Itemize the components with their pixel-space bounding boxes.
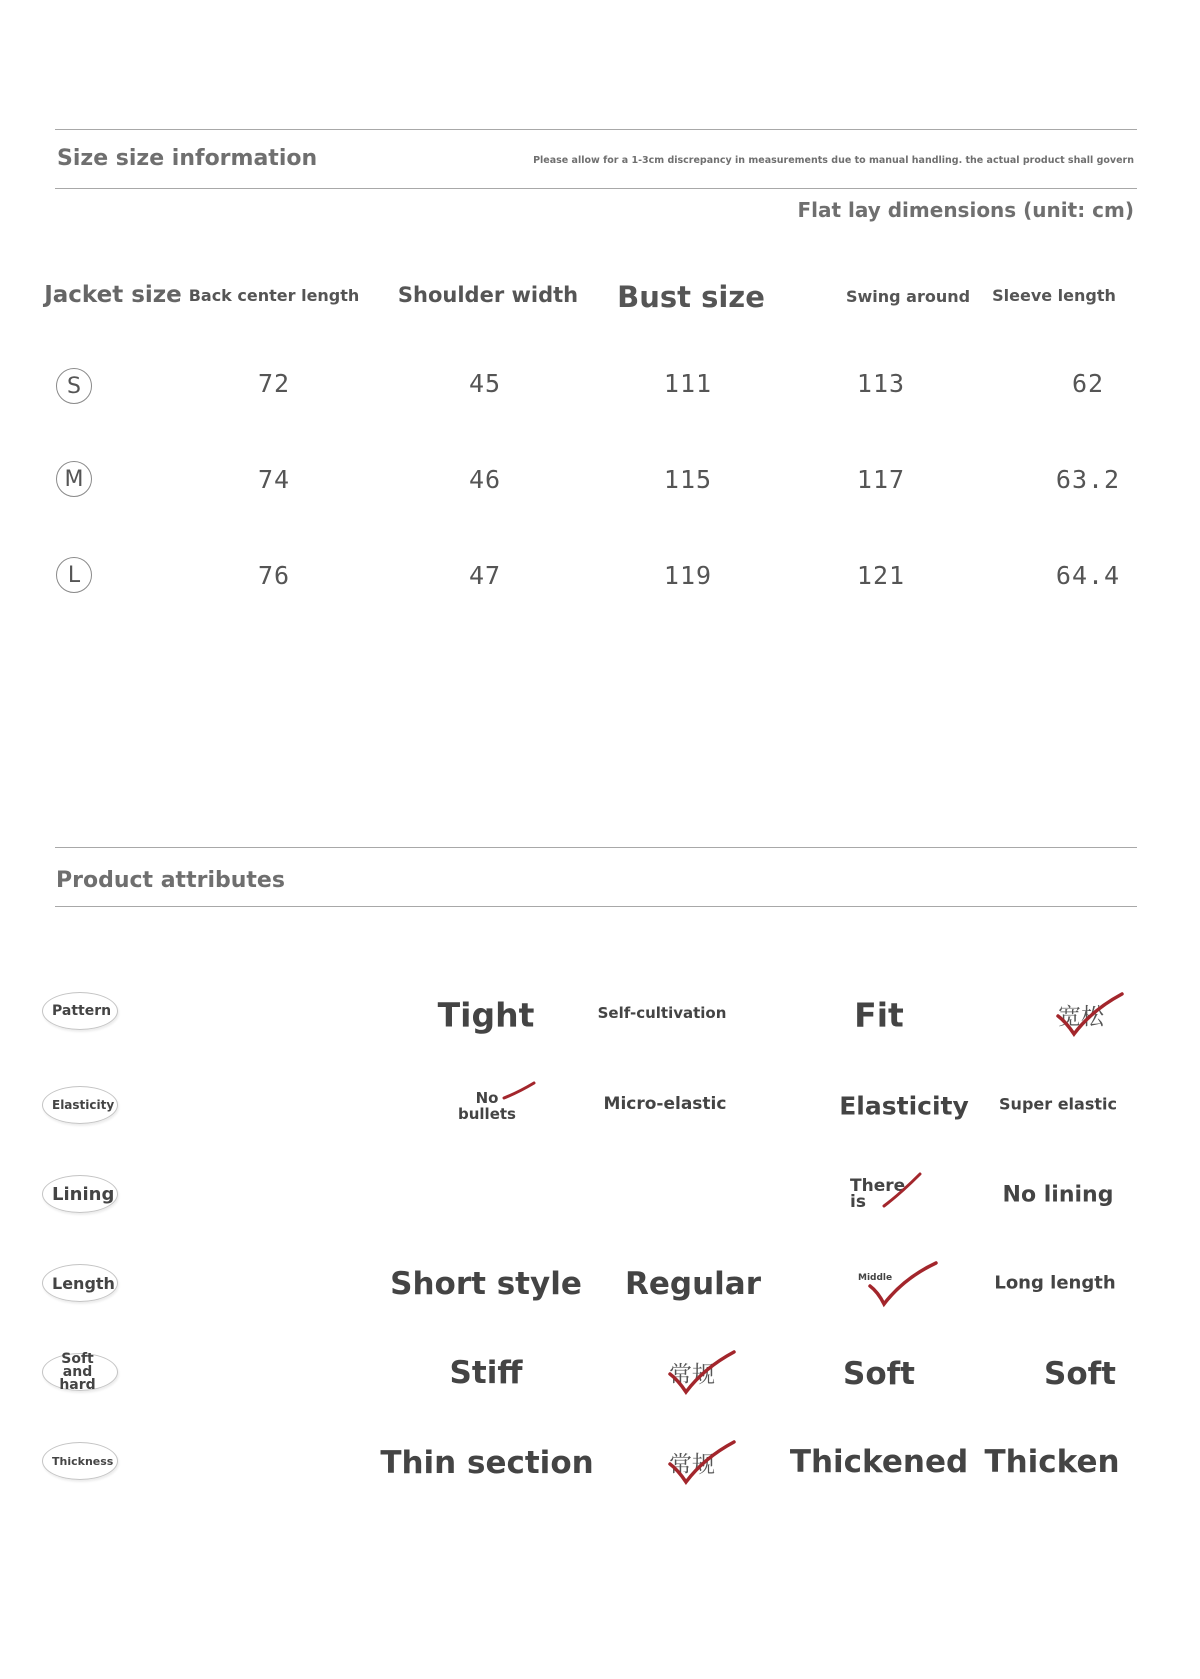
back-center-length-value: 76 [257, 561, 291, 590]
back-center-length-value: 74 [257, 465, 291, 494]
shoulder-width-value: 46 [468, 465, 502, 494]
header-swing-around: Swing around [845, 287, 971, 306]
attribute-label: Length [42, 1264, 118, 1302]
attributes-title-divider [55, 906, 1137, 907]
size-badge: S [56, 368, 92, 404]
option-thickened: Thickened [789, 1444, 969, 1480]
sleeve-length-value: 62 [1071, 369, 1105, 398]
sleeve-length-value: 63.2 [1055, 465, 1121, 494]
swing-around-value: 121 [856, 561, 906, 590]
option-thin-section: Thin section [380, 1445, 594, 1481]
unit-label: Flat lay dimensions (unit: cm) [797, 198, 1134, 222]
shoulder-width-value: 47 [468, 561, 502, 590]
option-loose-selected: 宽松 [1058, 1004, 1104, 1030]
size-badge: M [56, 461, 92, 497]
option-regular: Regular [625, 1266, 761, 1302]
option-super-elastic: Super elastic [999, 1094, 1117, 1114]
shoulder-width-value: 45 [468, 369, 502, 398]
option-no-lining: No lining [1002, 1182, 1114, 1208]
option-tight: Tight [437, 995, 535, 1035]
sleeve-length-value: 64.4 [1055, 561, 1121, 590]
header-sleeve-length: Sleeve length [992, 286, 1116, 305]
bust-size-value: 111 [663, 369, 713, 398]
bust-size-value: 119 [663, 561, 713, 590]
option-stiff: Stiff [449, 1355, 523, 1391]
attribute-label: Lining [42, 1175, 118, 1213]
attribute-label: Soft and hard [42, 1353, 118, 1391]
header-shoulder-width: Shoulder width [397, 283, 579, 307]
option-soft-2: Soft [1044, 1356, 1116, 1392]
option-micro-elastic: Micro-elastic [603, 1094, 727, 1114]
option-short-style: Short style [390, 1266, 582, 1302]
option-soft: Soft [843, 1356, 915, 1392]
checkmark-icon [866, 1260, 942, 1308]
option-self-cultivation: Self-cultivation [597, 1004, 727, 1022]
size-title-divider [55, 188, 1137, 189]
option-long-length: Long length [994, 1272, 1116, 1294]
size-section-title: Size size information [57, 146, 318, 171]
checkmark-icon [1054, 992, 1126, 1040]
swing-around-value: 113 [856, 369, 906, 398]
header-jacket-size: Jacket size [44, 282, 182, 308]
option-thicken: Thicken [984, 1444, 1120, 1480]
attribute-label: Thickness [42, 1442, 118, 1480]
option-regular-selected: 常规 [669, 1362, 715, 1388]
checkmark-icon [880, 1172, 924, 1212]
header-back-center-length: Back center length [188, 286, 360, 305]
attributes-top-divider [55, 847, 1137, 848]
option-elasticity: Elasticity [839, 1091, 969, 1121]
attribute-label: Elasticity [42, 1086, 118, 1124]
top-divider [55, 129, 1137, 130]
bust-size-value: 115 [663, 465, 713, 494]
checkmark-icon [666, 1440, 738, 1488]
option-middle-selected: Middle [858, 1273, 893, 1283]
back-center-length-value: 72 [257, 369, 291, 398]
swing-around-value: 117 [856, 465, 906, 494]
option-fit: Fit [854, 995, 904, 1035]
checkmark-icon [666, 1350, 738, 1398]
option-regular-selected: 常规 [669, 1452, 715, 1478]
measurement-note: Please allow for a 1-3cm discrepancy in measurements due to manual handling. the actual product shall govern [533, 155, 1134, 166]
option-no-bullets-selected: No bullets [458, 1089, 516, 1123]
attribute-label: Pattern [42, 992, 118, 1030]
header-bust-size: Bust size [617, 280, 765, 314]
checkmark-icon [501, 1080, 537, 1106]
option-there-is-selected: There is [850, 1176, 906, 1212]
attributes-section-title: Product attributes [56, 868, 285, 893]
size-badge: L [56, 557, 92, 593]
